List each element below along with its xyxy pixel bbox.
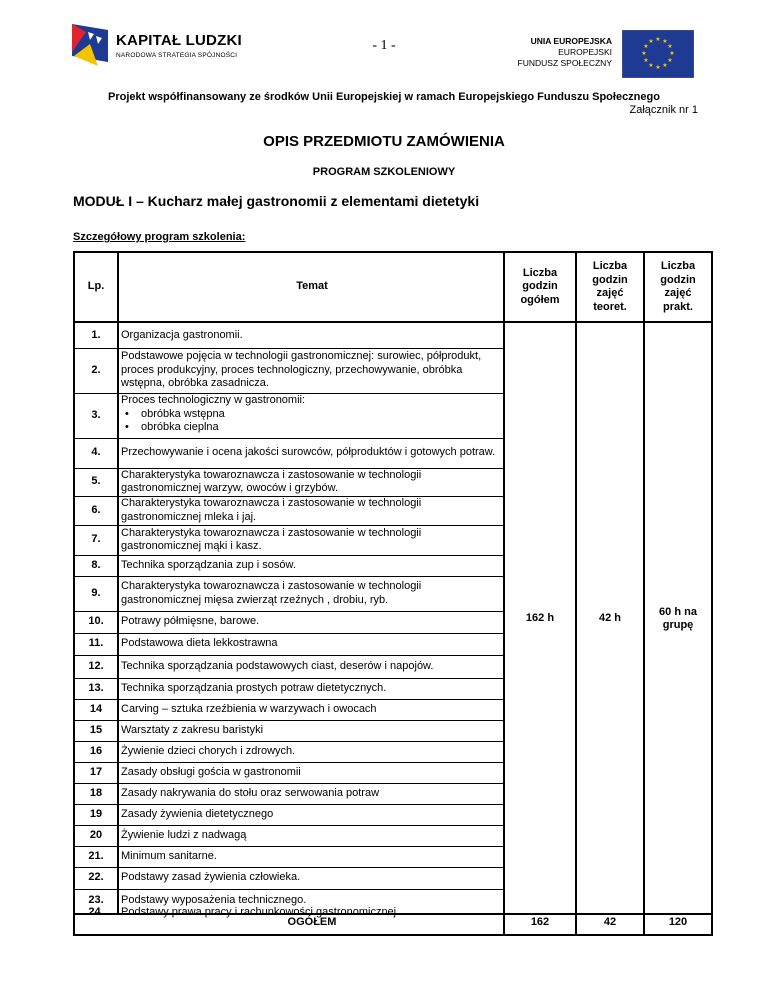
row-divider: [75, 699, 503, 700]
row-topic: Organizacja gastronomii.: [121, 328, 243, 341]
row-topic: Technika sporządzania zup i sosów.: [121, 558, 296, 571]
svg-text:★: ★: [662, 62, 668, 69]
row-topic: Żywienie ludzi z nadwagą: [121, 828, 247, 841]
row-topic: Podstawowa dieta lekkostrawna: [121, 637, 278, 650]
eu-flag-icon: [622, 30, 694, 78]
row-number: 19: [89, 807, 103, 820]
svg-text:★: ★: [655, 36, 661, 43]
row-divider: [75, 496, 503, 497]
row-number: 18: [89, 786, 103, 799]
svg-text:★: ★: [669, 50, 675, 57]
row-number: 6.: [91, 503, 101, 516]
svg-text:★: ★: [641, 50, 647, 57]
row-topic: [119, 393, 503, 438]
row-topic: Potrawy półmięsne, barowe.: [121, 615, 260, 628]
row-number: 12.: [88, 659, 104, 672]
row-topic: Przechowywanie i ocena jakości surowców, półproduktów i gotowych potraw.: [121, 446, 496, 459]
row-number: 7.: [91, 533, 101, 546]
row-divider: [75, 889, 503, 890]
row-topic: Zasady obsługi gościa w gastronomii: [121, 765, 301, 778]
row-divider: [75, 825, 503, 826]
row-topic: Carving – sztuka rzeźbienia w warzywach i owocach: [121, 702, 377, 715]
row-topic-text: Proces technologiczny w gastronomii:: [121, 394, 306, 406]
document-title: OPIS PRZEDMIOTU ZAMÓWIENIA: [263, 133, 505, 150]
row-topic: Zasady nakrywania do stołu oraz serwowania potraw: [121, 786, 380, 799]
row-number: 5.: [91, 475, 101, 488]
row-number: 3.: [91, 408, 101, 421]
eu-line-1: UNIA EUROPEJSKA: [530, 36, 612, 46]
row-number: 16: [89, 744, 103, 757]
topic-bullet-item: [121, 421, 503, 435]
col-line-topic: [503, 253, 505, 934]
svg-text:★: ★: [662, 38, 668, 45]
footer-practice: 120: [668, 916, 688, 928]
logo-title: KAPITAŁ LUDZKI: [116, 32, 242, 49]
bullet-text: obróbka wstępna: [141, 407, 225, 420]
training-program-table: [73, 251, 713, 936]
svg-text:★: ★: [643, 43, 649, 50]
row-divider: [75, 762, 503, 763]
header-total: Liczba godzin ogółem: [520, 266, 560, 306]
row-topic: Podstawy zasad żywienia człowieka.: [121, 871, 301, 884]
row-number: 22.: [88, 871, 104, 884]
row-number: 4.: [91, 446, 101, 459]
bullet-text: obróbka cieplna: [141, 421, 219, 433]
row-topic: Minimum sanitarne.: [121, 849, 217, 862]
row-topic: Zasady żywienia dietetycznego: [121, 807, 274, 820]
row-divider: [75, 846, 503, 847]
row-topic: Warsztaty z zakresu baristyki: [121, 723, 264, 736]
header-theory: Liczba godzin zajęć teoret.: [592, 260, 628, 313]
row-number: 9.: [91, 586, 101, 599]
row-topic: Żywienie dzieci chorych i zdrowych.: [121, 744, 296, 757]
details-heading: Szczegółowy program szkolenia:: [73, 231, 246, 243]
topic-bullet-item: [121, 408, 503, 422]
row-divider: [75, 783, 503, 784]
svg-text:★: ★: [655, 64, 661, 71]
bullet-icon: •: [125, 421, 129, 433]
row-number: 8.: [91, 558, 101, 571]
row-divider: [75, 655, 503, 656]
row-number: 14: [89, 702, 103, 715]
row-number: 2.: [91, 363, 101, 376]
page-number: - 1 -: [372, 38, 396, 53]
program-heading: PROGRAM SZKOLENIOWY: [312, 166, 456, 178]
row-number: 10.: [88, 615, 104, 628]
row-topic: Charakterystyka towaroznawcza i zastosowanie w technologii gastronomicznej warzyw, owoców i grzybów.: [121, 468, 422, 494]
svg-text:★: ★: [648, 38, 654, 45]
row-topic: Charakterystyka towaroznawcza i zastosowanie w technologii gastronomicznej mąki i kasz.: [121, 526, 422, 552]
footer-label: OGÓŁEM: [287, 916, 337, 928]
row-number: 17: [89, 765, 103, 778]
row-topic: Podstawy wyposażenia technicznego.: [121, 894, 307, 907]
row-topic: Podstawowe pojęcia w technologii gastronomicznej: surowiec, półprodukt, proces produkcyjny, proces technologiczny, przechowywanie, obróbka wstępna, obróbka zasadnicza.: [121, 350, 482, 390]
svg-text:★: ★: [667, 57, 673, 64]
row-topic: Technika sporządzania podstawowych ciast, deserów i napojów.: [121, 659, 434, 672]
cofunding-note: Projekt współfinansowany ze środków Unii Europejskiej w ramach Europejskiego Funduszu Społecznego: [108, 91, 660, 103]
practice-hours: 60 h na grupę: [659, 605, 697, 631]
logo-subtitle: NARODOWA STRATEGIA SPÓJNOŚCI: [116, 52, 238, 59]
row-divider: [75, 393, 503, 394]
row-divider: [75, 633, 503, 634]
total-hours: 162 h: [525, 612, 555, 625]
row-topic: Technika sporządzania prostych potraw dietetycznych.: [121, 681, 387, 694]
row-number: 1.: [91, 328, 101, 341]
col-line-theory: [643, 253, 645, 934]
eu-line-3: FUNDUSZ SPOŁECZNY: [517, 58, 612, 68]
annex-label: Załącznik nr 1: [629, 104, 698, 116]
row-number: 23.: [88, 894, 104, 907]
row-divider: [75, 555, 503, 556]
bullet-icon: •: [125, 407, 129, 420]
row-divider: [75, 438, 503, 439]
row-divider: [75, 576, 503, 577]
header-practice: Liczba godzin zajęć prakt.: [660, 260, 696, 313]
svg-text:★: ★: [667, 43, 673, 50]
header-lp: Lp.: [87, 280, 105, 293]
row-divider: [75, 804, 503, 805]
row-divider: [75, 913, 503, 914]
row-number: 21.: [88, 849, 104, 862]
module-heading: MODUŁ I – Kucharz małej gastronomii z elementami dietetyki: [73, 193, 480, 209]
col-line-total: [575, 253, 577, 934]
svg-text:★: ★: [648, 62, 654, 69]
footer-total: 162: [530, 916, 550, 928]
svg-text:★: ★: [643, 57, 649, 64]
row-number: 13.: [88, 681, 104, 694]
row-divider: [75, 348, 503, 349]
header-bottom-line: [75, 321, 711, 323]
row-divider: [75, 611, 503, 612]
footer-theory: 42: [603, 916, 617, 928]
row-divider: [75, 525, 503, 526]
theory-hours: 42 h: [598, 612, 621, 625]
row-number: 15: [89, 723, 103, 736]
row-divider: [75, 678, 503, 679]
row-divider: [75, 741, 503, 742]
row-divider: [75, 468, 503, 469]
row-topic: Charakterystyka towaroznawcza i zastosowanie w technologii gastronomicznej mięsa zwierząt rzeźnych , drobiu, ryb.: [121, 580, 422, 606]
eu-line-2: EUROPEJSKI: [558, 47, 612, 57]
row-divider: [75, 720, 503, 721]
row-topic: Charakterystyka towaroznawcza i zastosowanie w technologii gastronomicznej mleka i jaj.: [121, 497, 422, 523]
row-number: 11.: [88, 637, 104, 650]
col-line-lp: [117, 253, 119, 915]
row-divider: [75, 867, 503, 868]
header-topic: Temat: [296, 280, 328, 293]
eu-logo-text: [500, 36, 612, 69]
row-number: 20: [89, 828, 103, 841]
